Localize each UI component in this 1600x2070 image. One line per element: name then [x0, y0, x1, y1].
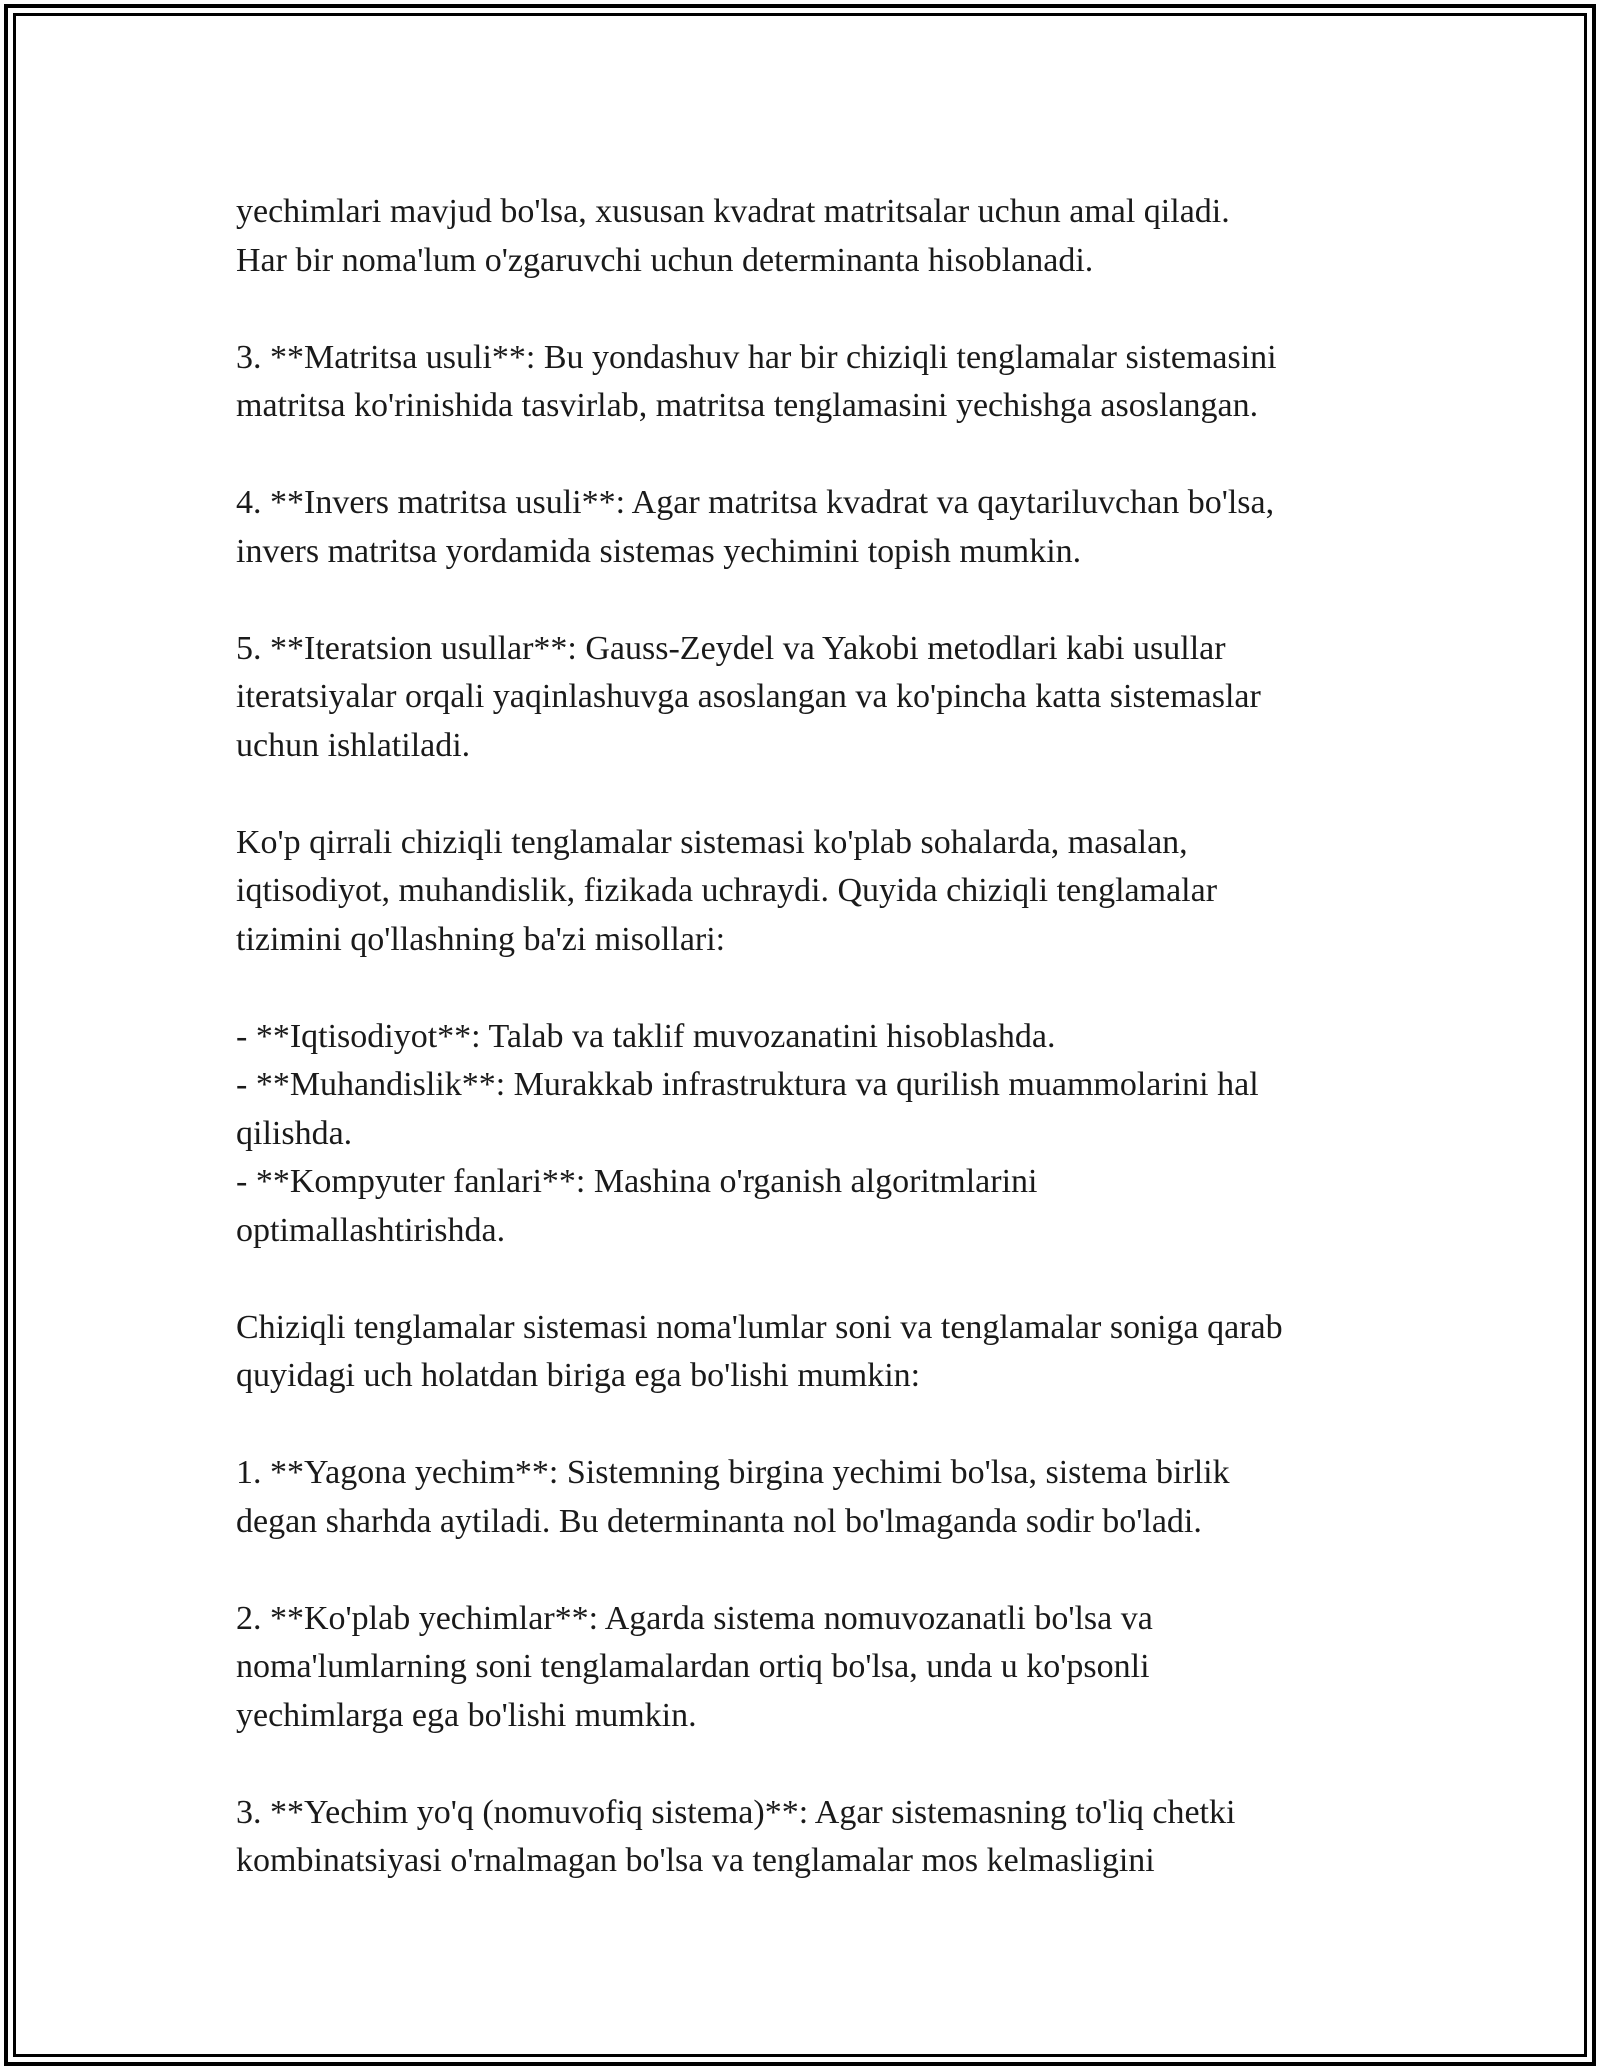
text-line: kombinatsiyasi o'rnalmagan bo'lsa va tenglamalar mos kelmasligini	[236, 1842, 1155, 1879]
text-line: - **Muhandislik**: Murakkab infrastruktura va qurilish muammolarini hal	[236, 1066, 1259, 1103]
numbered-item	[236, 625, 1396, 771]
paragraph	[236, 1304, 1396, 1401]
text-line: - **Iqtisodiyot**: Talab va taklif muvozanatini hisoblashda.	[236, 1017, 1056, 1055]
text-line: yechimlarga ega bo'lishi mumkin.	[236, 1696, 697, 1734]
text-line: 2. **Ko'plab yechimlar**: Agarda sistema nomuvozanatli bo'lsa va	[236, 1599, 1153, 1637]
text-line: Chiziqli tenglamalar sistemasi noma'lumlar soni va tenglamalar soniga qarab	[236, 1308, 1283, 1346]
text-line: 3. **Yechim yo'q (nomuvofiq sistema)**: Agar sistemasning to'liq chetki	[236, 1793, 1236, 1831]
paragraph	[236, 188, 1396, 285]
text-line: uchun ishlatiladi.	[236, 726, 471, 764]
text-line: - **Kompyuter fanlari**: Mashina o'rganish algoritmlarini	[236, 1163, 1038, 1200]
text-line: Ko'p qirrali chiziqli tenglamalar sistemasi ko'plab sohalarda, masalan,	[236, 823, 1188, 861]
text-line: iqtisodiyot, muhandislik, fizikada uchraydi. Quyida chiziqli tenglamalar	[236, 872, 1218, 909]
numbered-item	[236, 1449, 1396, 1546]
numbered-item	[236, 479, 1396, 576]
text-line: invers matritsa yordamida sistemas yechimini topish mumkin.	[236, 532, 1082, 570]
bullet-list	[236, 1013, 1396, 1256]
numbered-item	[236, 1789, 1396, 1886]
text-line: degan sharhda aytiladi. Bu determinanta nol bo'lmaganda sodir bo'ladi.	[236, 1502, 1202, 1540]
text-line: optimallashtirishda.	[236, 1211, 506, 1249]
text-line: yechimlari mavjud bo'lsa, xususan kvadrat matritsalar uchun amal qiladi.	[236, 193, 1230, 230]
text-line: qilishda.	[236, 1114, 353, 1152]
text-line: tizimini qo'llashning ba'zi misollari:	[236, 920, 726, 958]
numbered-item	[236, 1595, 1396, 1741]
text-line: noma'lumlarning soni tenglamalardan ortiq bo'lsa, unda u ko'psonli	[236, 1648, 1150, 1685]
text-line: 3. **Matritsa usuli**: Bu yondashuv har bir chiziqli tenglamalar sistemasini	[236, 338, 1277, 376]
text-line: matritsa ko'rinishida tasvirlab, matritsa tenglamasini yechishga asoslangan.	[236, 387, 1259, 424]
text-line: quyidagi uch holatdan biriga ega bo'lishi mumkin:	[236, 1357, 921, 1394]
text-line: iteratsiyalar orqali yaqinlashuvga asoslangan va ko'pincha katta sistemaslar	[236, 678, 1261, 715]
text-line: 4. **Invers matritsa usuli**: Agar matritsa kvadrat va qaytariluvchan bo'lsa,	[236, 484, 1275, 521]
text-line: 1. **Yagona yechim**: Sistemning birgina yechimi bo'lsa, sistema birlik	[236, 1454, 1230, 1491]
text-line: Har bir noma'lum o'zgaruvchi uchun determinanta hisoblanadi.	[236, 241, 1094, 279]
paragraph	[236, 819, 1396, 965]
text-line: 5. **Iteratsion usullar**: Gauss-Zeydel va Yakobi metodlari kabi usullar	[236, 629, 1226, 667]
numbered-item	[236, 334, 1396, 431]
document-body	[236, 188, 1396, 1886]
